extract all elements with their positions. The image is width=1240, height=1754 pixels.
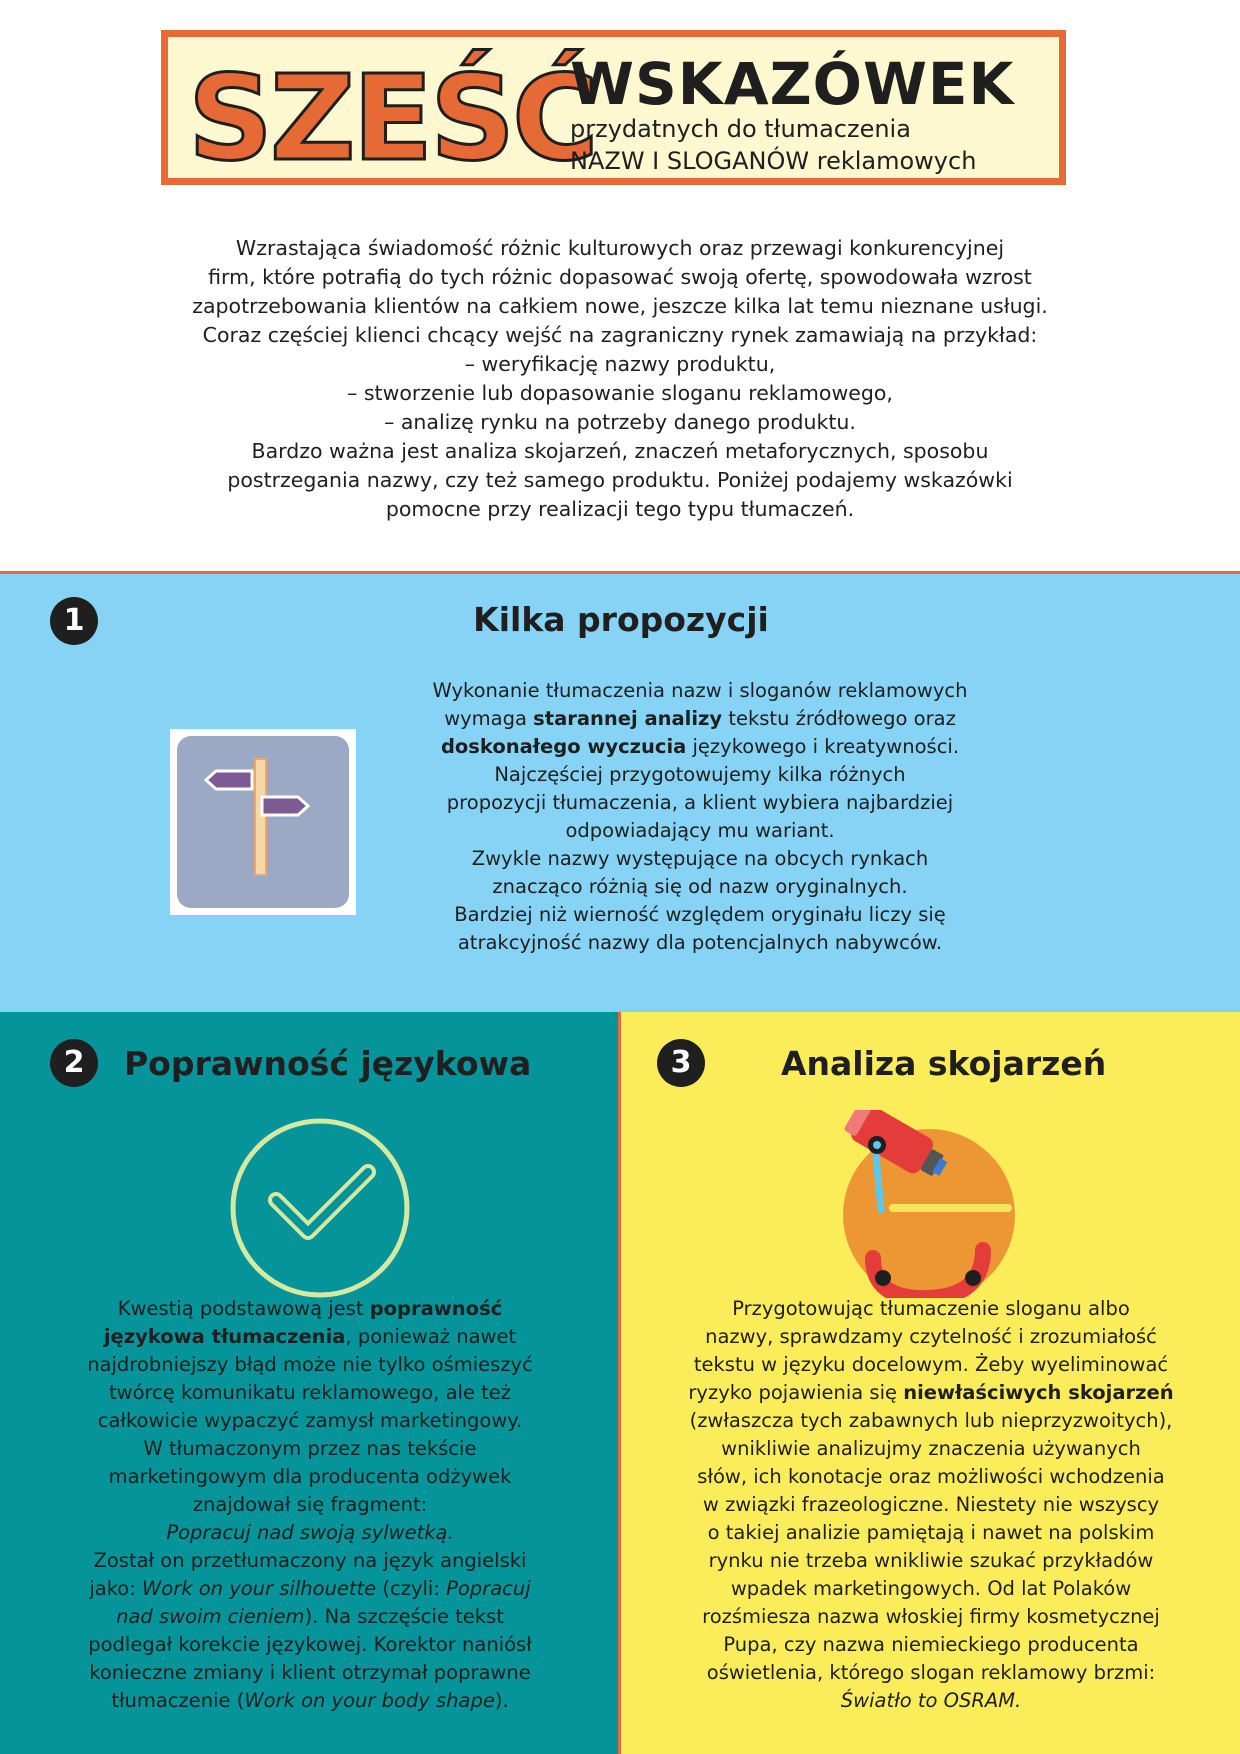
section-1-line: znacząco różnią się od nazw oryginalnych. — [492, 875, 908, 898]
section-3-line: Przygotowując tłumaczenie sloganu albo — [732, 1297, 1130, 1320]
section-2-italic: Popracuj — [446, 1577, 531, 1600]
section-3-line: rynku nie trzeba wnikliwie szukać przykładów — [708, 1549, 1154, 1572]
section-3-italic: Światło to OSRAM. — [840, 1689, 1022, 1712]
section-2-line: znajdował się fragment: — [192, 1493, 428, 1516]
section-1-line: odpowiadający mu wariant. — [565, 819, 835, 842]
intro-line: Bardzo ważna jest analiza skojarzeń, znaczeń metaforycznych, sposobu — [251, 439, 989, 463]
section-2-line: W tłumaczonym przez nas tekście — [143, 1437, 477, 1460]
section-3-line: wpadek marketingowych. Od lat Polaków — [730, 1577, 1132, 1600]
section-1-line: Wykonanie tłumaczenia nazw i sloganów reklamowych — [432, 679, 968, 702]
section-3-line: tekstu w języku docelowym. Żeby wyeliminować — [693, 1353, 1169, 1376]
section-2-italic: Work on your silhouette — [142, 1577, 377, 1600]
section-1-title — [0, 600, 1240, 640]
section-3-line — [641, 1687, 1221, 1715]
section-3-number-badge: 3 — [657, 1039, 705, 1087]
section-2 — [0, 1012, 621, 1754]
section-2-bold: poprawność — [369, 1297, 503, 1320]
section-1-line: atrakcyjność nazwy dla potencjalnych nabywców. — [457, 931, 943, 954]
section-1-line: Zwykle nazwy występujące na obcych rynkach — [471, 847, 929, 870]
section-1-line: doskonałego wyczucia językowego i kreatywności. — [440, 735, 960, 758]
title-subtitle-line2: NAZW I SLOGANÓW reklamowych — [570, 147, 977, 175]
section-2-bold: językowa tłumaczenia — [103, 1325, 346, 1348]
title-box — [161, 30, 1066, 185]
section-2-italic: Popracuj nad swoją sylwetką. — [166, 1521, 454, 1544]
intro-line: Wzrastająca świadomość różnic kulturowych oraz przewagi konkurencyjnej — [235, 236, 1005, 260]
intro-text — [80, 234, 1160, 524]
intro-line: Coraz częściej klienci chcący wejść na zagraniczny rynek zamawiają na przykład: — [202, 323, 1038, 347]
section-2-line: podlegał korekcie językowej. Korektor naniósł — [88, 1633, 532, 1656]
section-1-line: Bardziej niż wierność względem oryginału liczy się — [454, 903, 946, 926]
title-subtitle-line1: przydatnych do tłumaczenia — [570, 115, 911, 143]
intro-line: – weryfikację nazwy produktu, — [464, 352, 776, 376]
section-2-title: Poprawność językowa — [124, 1044, 532, 1083]
intro-line: postrzegania nazwy, czy też samego produktu. Poniżej podajemy wskazówki — [227, 468, 1013, 492]
section-2-body — [30, 1295, 590, 1715]
section-3-line: oświetlenia, którego slogan reklamowy brzmi: — [706, 1661, 1156, 1684]
section-2-line: całkowicie wypaczyć zamysł marketingowy. — [97, 1409, 523, 1432]
section-2-line: Kwestią podstawową jest poprawność — [117, 1297, 503, 1320]
section-1-number-badge: 1 — [50, 597, 98, 645]
section-3-title: Analiza skojarzeń — [781, 1044, 1107, 1083]
section-3-line: Pupa, czy nazwa niemieckiego producenta — [723, 1633, 1139, 1656]
section-3 — [621, 1012, 1240, 1754]
section-2-line — [30, 1519, 590, 1547]
section-2-line: tłumaczenie (Work on your body shape). — [111, 1689, 509, 1712]
intro-line: zapotrzebowania klientów na całkiem nowe, jeszcze kilka lat temu nieznane usługi. — [192, 294, 1048, 318]
intro-line: pomocne przy realizacji tego typu tłumaczeń. — [385, 497, 855, 521]
section-2-line: nad swoim cieniem). Na szczęście tekst — [116, 1605, 504, 1628]
section-2-italic: Work on your body shape — [244, 1689, 495, 1712]
intro-line: firm, które potrafią do tych różnic dopasować swoją ofertę, spowodowała wzrost — [208, 265, 1032, 289]
microscope-icon — [833, 1110, 1033, 1298]
section-2-italic: nad swoim cieniem — [116, 1605, 305, 1628]
checkmark-circle-icon — [228, 1116, 412, 1300]
title-right — [570, 50, 1015, 177]
section-3-body — [641, 1295, 1221, 1715]
section-2-line: marketingowym dla producenta odżywek — [108, 1465, 512, 1488]
section-3-line: w związki frazeologiczne. Niestety nie wszyscy — [702, 1493, 1160, 1516]
section-3-line: ryzyko pojawienia się niewłaściwych skojarzeń — [688, 1381, 1174, 1404]
section-2-number-badge: 2 — [50, 1039, 98, 1087]
section-2-line: Został on przetłumaczony na język angielski — [93, 1549, 527, 1572]
section-2-line: twórcę komunikatu reklamowego, ale też — [108, 1381, 512, 1404]
section-2-line: konieczne zmiany i klient otrzymał poprawne — [89, 1661, 531, 1684]
signpost-icon — [170, 729, 356, 915]
section-2-line: jako: Work on your silhouette (czyli: Popracuj — [89, 1577, 531, 1600]
section-3-line: wnikliwie analizujmy znaczenia używanych — [721, 1437, 1141, 1460]
section-1 — [0, 571, 1240, 1015]
intro-line: – analizę rynku na potrzeby danego produktu. — [384, 410, 856, 434]
title-big-word: SZEŚĆ — [188, 49, 596, 187]
section-1-bold: doskonałego wyczucia — [440, 735, 687, 758]
section-2-line: najdrobniejszy błąd może nie tylko ośmieszyć — [87, 1353, 533, 1376]
section-3-bold: niewłaściwych skojarzeń — [903, 1381, 1174, 1404]
section-1-body — [430, 677, 970, 957]
section-1-line: Najczęściej przygotowujemy kilka różnych — [494, 763, 906, 786]
section-3-line: nazwy, sprawdzamy czytelność i zrozumiałość — [705, 1325, 1157, 1348]
section-2-line: językowa tłumaczenia, ponieważ nawet — [103, 1325, 517, 1348]
section-1-line: wymaga starannej analizy tekstu źródłowego oraz — [444, 707, 956, 730]
section-1-bold: starannej analizy — [533, 707, 723, 730]
section-3-line: słów, ich konotacje oraz możliwości wchodzenia — [697, 1465, 1165, 1488]
section-3-line: rozśmiesza nazwa włoskiej firmy kosmetycznej — [702, 1605, 1160, 1628]
intro-line: – stworzenie lub dopasowanie sloganu reklamowego, — [347, 381, 893, 405]
section-1-title-text: Kilka propozycji — [473, 600, 769, 639]
section-3-line: o takiej analizie pamiętają i nawet na polskim — [707, 1521, 1155, 1544]
section-3-line: (zwłaszcza tych zabawnych lub nieprzyzwoitych), — [689, 1409, 1173, 1432]
section-1-line: propozycji tłumaczenia, a klient wybiera najbardziej — [446, 791, 954, 814]
title-word2: WSKAZÓWEK — [570, 50, 1015, 118]
